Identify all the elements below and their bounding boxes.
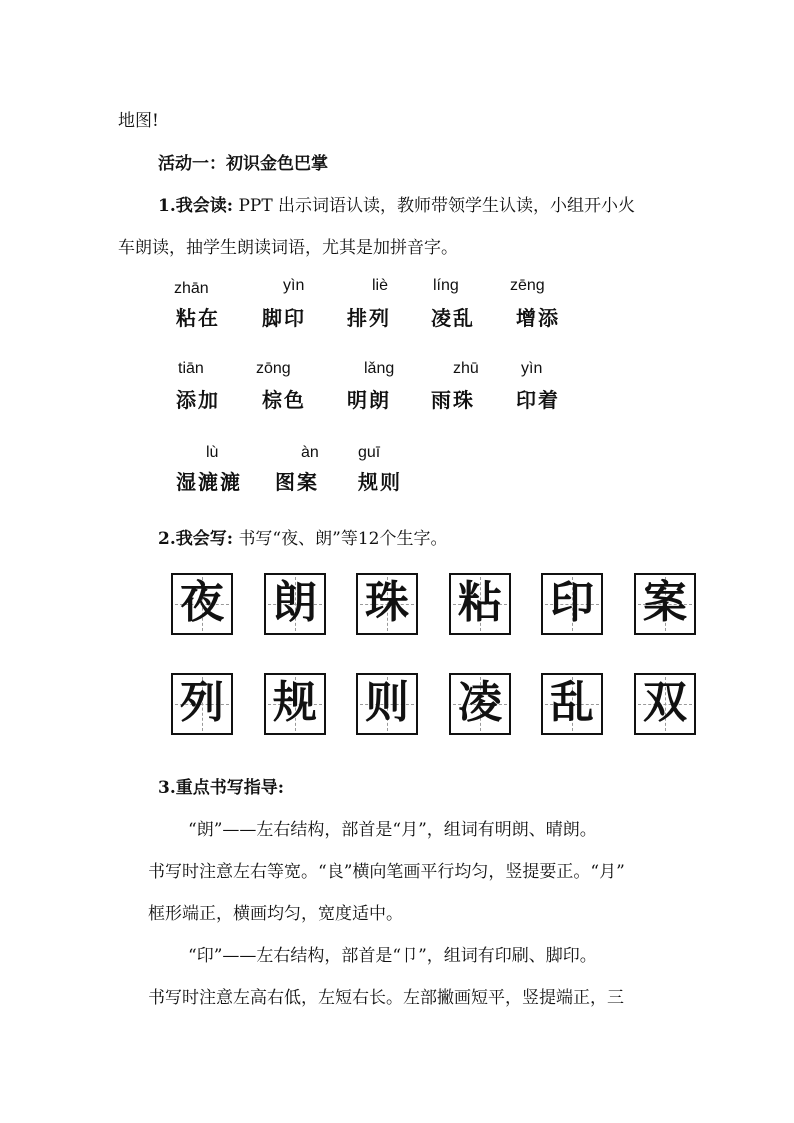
- pinyin: zhān: [174, 280, 209, 297]
- vocab-word: 排列: [347, 306, 391, 330]
- section-3-label: 3.重点书写指导:: [158, 778, 285, 798]
- pinyin: lù: [206, 444, 219, 461]
- vocab-word: 明朗: [347, 388, 391, 412]
- pinyin: líng: [433, 277, 459, 294]
- section-3-p1-line-3: 框形端正，横画均匀，宽度适中。: [148, 904, 403, 924]
- activity-title: 活动一：初识金色巴掌: [158, 154, 328, 174]
- pinyin: yìn: [283, 277, 305, 294]
- writing-grid-char: 粘: [449, 573, 511, 635]
- pinyin: guī: [358, 444, 381, 461]
- vocab-word: 添加: [176, 388, 220, 412]
- pinyin: àn: [301, 444, 319, 461]
- vocab-word: 雨珠: [431, 388, 475, 412]
- vocab-word: 规则: [358, 470, 402, 494]
- pinyin: zhū: [453, 360, 479, 377]
- section-1-line-2: 车朗读，抽学生朗读词语，尤其是加拼音字。: [118, 238, 458, 258]
- vocab-word: 棕色: [262, 388, 306, 412]
- writing-grid-char: 夜: [171, 573, 233, 635]
- section-3-p2-line-2: 书写时注意左高右低，左短右长。左部撇画短平，竖提端正，三: [148, 988, 624, 1008]
- writing-grid-char: 印: [541, 573, 603, 635]
- writing-grid-char: 凌: [449, 673, 511, 735]
- vocab-word: 凌乱: [431, 306, 475, 330]
- section-3-p2-line-1: “印”——左右结构，部首是“卩”，组词有印刷、脚印。: [188, 946, 597, 966]
- vocab-word: 湿漉漉: [176, 470, 242, 494]
- section-3-p1-line-1: “朗”——左右结构，部首是“月”，组词有明朗、晴朗。: [188, 820, 597, 840]
- writing-grid-char: 列: [171, 673, 233, 735]
- writing-grid-char: 则: [356, 673, 418, 735]
- writing-grid-char: 珠: [356, 573, 418, 635]
- writing-grid-char: 朗: [264, 573, 326, 635]
- writing-grid-char: 规: [264, 673, 326, 735]
- vocab-word: 脚印: [262, 306, 306, 330]
- section-2-line: [158, 524, 447, 549]
- pinyin: zēng: [510, 277, 545, 294]
- section-1-label: 1.我会读:: [158, 196, 234, 216]
- vocab-word: 粘在: [176, 306, 220, 330]
- vocab-word: 图案: [275, 470, 319, 494]
- pinyin: yìn: [521, 360, 543, 377]
- section-1-text-a: PPT 出示词语认读，教师带领学生认读，小组开小火: [238, 196, 636, 216]
- section-2-text: 书写“夜、朗”等12个生字。: [238, 529, 448, 549]
- vocab-word: 增添: [516, 306, 560, 330]
- section-2-label: 2.我会写:: [158, 529, 234, 549]
- pinyin: tiān: [178, 360, 204, 377]
- writing-grid-char: 案: [634, 573, 696, 635]
- pinyin: liè: [372, 277, 389, 294]
- section-3-p1-line-2: 书写时注意左右等宽。“良”横向笔画平行均匀，竖提要正。“月”: [148, 862, 625, 882]
- intro-tail: 地图!: [118, 111, 159, 131]
- pinyin: zōng: [256, 360, 291, 377]
- section-1-line-1: [158, 191, 635, 216]
- writing-grid-char: 乱: [541, 673, 603, 735]
- vocab-word: 印着: [516, 388, 560, 412]
- writing-grid-char: 双: [634, 673, 696, 735]
- pinyin: lǎng: [364, 360, 395, 377]
